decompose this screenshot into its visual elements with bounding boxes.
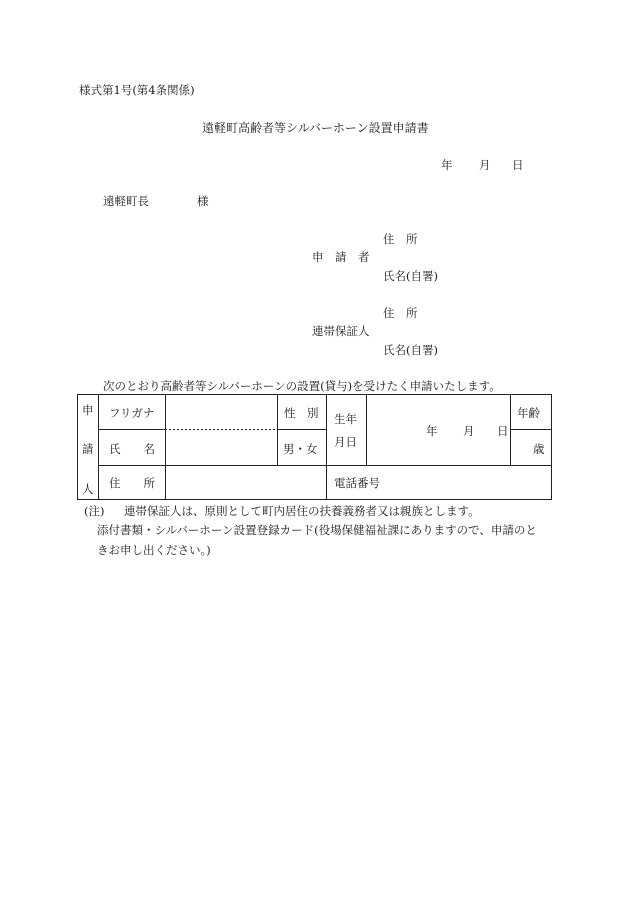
birthdate-label-2: 月日 [334,435,357,449]
date-month-label: 月 [479,158,491,172]
applicant-name-label: 氏名(自署) [383,269,438,283]
date-year-label: 年 [441,158,453,172]
birthdate-label-1: 生年 [334,412,357,426]
guarantor-label: 連帯保証人 [312,324,370,338]
addressee-name: 遠軽町長 [103,194,149,208]
gender-label: 性 別 [284,406,319,420]
side-label-2: 請 [82,442,94,456]
request-text: 次のとおり高齢者等シルバーホーンの設置(貸与)を受けたく申請いたします。 [103,379,501,393]
name-label: 氏 名 [109,442,155,456]
guarantor-address-label: 住 所 [383,306,418,320]
side-label-3: 人 [82,482,94,496]
gender-options: 男・女 [283,442,318,456]
birthdate-year: 年 [426,424,438,438]
guarantor-name-label: 氏名(自署) [383,343,438,357]
date-day-label: 日 [512,158,524,172]
address-label: 住 所 [109,476,155,490]
note-2-line2: きお申し出ください。) [97,543,211,557]
application-table [77,394,552,500]
note-prefix: (注) [84,504,105,518]
addressee-honorific: 様 [197,194,209,208]
form-number: 様式第1号(第4条関係) [79,83,195,97]
applicant-address-label: 住 所 [383,232,418,246]
birthdate-month: 月 [463,424,475,438]
age-unit: 歳 [533,442,545,456]
birthdate-day: 日 [497,424,509,438]
note-1: 連帯保証人は、原則として町内居住の扶養義務者又は親族とします。 [124,504,480,518]
applicant-label: 申 請 者 [312,250,370,264]
phone-label: 電話番号 [334,476,380,490]
note-2-line1: 添付書類・シルバーホーン設置登録カード(役場保健福祉課にありますので、申請のと [97,523,537,537]
age-label: 年齢 [517,406,540,420]
side-label-1: 申 [82,403,94,417]
furigana-label: フリガナ [109,406,155,420]
document-title: 遠軽町高齢者等シルバーホーン設置申請書 [202,121,429,135]
